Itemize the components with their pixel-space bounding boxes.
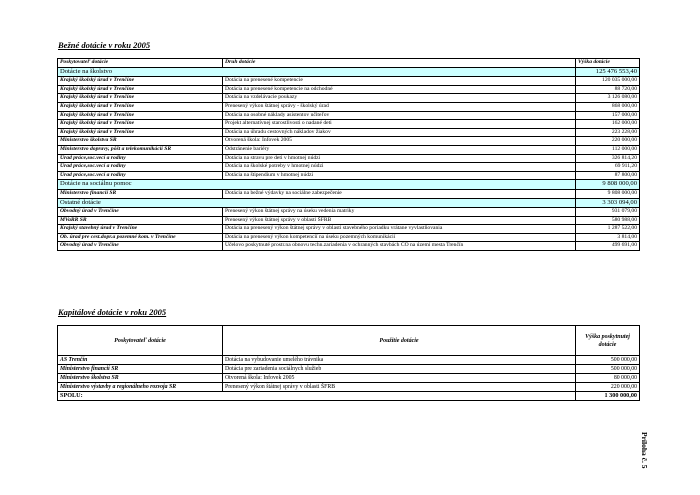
amount-cell: 162 000,00 [576,120,640,129]
header-type: Druh dotácie [223,59,576,68]
amount-cell: 580 988,00 [576,216,640,225]
type-cell: Účelovo poskytnuté prostr.na obnovu techn.zariadenia v ochranných stavbách CO na území mesta Trenčín [223,242,576,251]
category-label: Ostatné dotácie [58,198,576,208]
amount-cell: 500 000,00 [576,365,640,374]
table-row [58,145,640,154]
type-cell: Otvorená škola: Infovek 2005 [223,374,576,383]
current-subsidies-table [57,58,640,251]
table-row [58,128,640,137]
table-row [58,102,640,111]
provider-cell: Krajský školský úrad v Trenčíne [58,85,223,94]
type-cell: Dotácia na vybudovanie umelého trávnika [223,356,576,365]
table-row [58,111,640,120]
table-row [58,216,640,225]
capital-subsidies-table [57,325,640,401]
provider-cell: Krajský školský úrad v Trenčíne [58,94,223,103]
type-cell: Dotácia na štipendium v hmotnej núdzi [223,171,576,180]
type-cell: Dotácia na osobné náklady asistentov učiteľov [223,111,576,120]
amount-cell: 9 808 000,00 [576,189,640,198]
provider-cell: Krajský školský úrad v Trenčíne [58,111,223,120]
table-row [58,233,640,242]
header-amount: Výška dotácie [576,59,640,68]
amount-cell: 88 720,00 [576,85,640,94]
type-cell: Prenesený výkon štátnej správy v oblasti ŠFRB [223,216,576,225]
header-provider: Poskytovateľ dotácie [58,59,223,68]
table-row [58,94,640,103]
table-row [58,225,640,234]
provider-cell: Úrad práce,soc.vecí a rodiny [58,154,223,163]
amount-cell: 326 814,20 [576,154,640,163]
provider-cell: Krajský stavebný úrad v Trenčíne [58,225,223,234]
table-row [58,77,640,86]
category-row [58,180,640,190]
amount-cell: 868 000,00 [576,102,640,111]
table-row [58,163,640,172]
provider-cell: Krajský školský úrad v Trenčíne [58,120,223,129]
provider-cell: Úrad práce,soc.vecí a rodiny [58,171,223,180]
table-row [58,374,640,383]
table-row [58,356,640,365]
table-header-row [58,59,640,68]
table-row [58,383,640,392]
type-cell: Dotácia pre zariadenia sociálnych služieb [223,365,576,374]
type-cell: Prenesený výkon štátnej správy na úseku vedenia matriky [223,208,576,217]
table-row [58,242,640,251]
category-total: 125 476 553,40 [576,67,640,77]
total-row [58,392,640,401]
type-cell: Prenesený výkon štátnej správy - školský úrad [223,102,576,111]
table-header-row [58,326,640,356]
type-cell: Dotácia na stravu pre deti v hmotnej núdzi [223,154,576,163]
table-row [58,85,640,94]
table-row [58,365,640,374]
section2-title: Kapitálové dotácie v roku 2005 [58,307,167,317]
table-row [58,189,640,198]
provider-cell: MVaRR SR [58,216,223,225]
category-label: Dotácie na sociálnu pomoc [58,180,576,190]
category-total: 3 303 094,00 [576,198,640,208]
amount-cell: 69 911,20 [576,163,640,172]
category-total: 9 808 000,00 [576,180,640,190]
type-cell: Odstránenie bariéry [223,145,576,154]
table-row [58,154,640,163]
amount-cell: 112 000,00 [576,145,640,154]
provider-cell: Ministerstvo výstavby a regionálneho rozvoja SR [58,383,223,392]
amount-cell: 223 228,00 [576,128,640,137]
type-cell: Otvorená škola: Infovek 2005 [223,137,576,146]
type-cell: Prenesený výkon štátnej správy v oblasti ŠFRB [223,383,576,392]
amount-cell: 87 800,00 [576,171,640,180]
table-row [58,208,640,217]
amount-cell: 3 814,00 [576,233,640,242]
provider-cell: Ob. úrad pre cest.dopr.a pozemné kom. v Trenčíne [58,233,223,242]
provider-cell: Krajský školský úrad v Trenčíne [58,128,223,137]
amount-cell: 120 035 000,00 [576,77,640,86]
category-row [58,198,640,208]
type-cell: Dotácia na prenesené kompetencie na odchodné [223,85,576,94]
table-row [58,171,640,180]
provider-cell: Obvodný úrad v Trenčíne [58,242,223,251]
amount-cell: 1 287 522,00 [576,225,640,234]
type-cell: Dotácia na prenesené kompetencie [223,77,576,86]
table-row [58,120,640,129]
amount-cell: 931 079,00 [576,208,640,217]
provider-cell: Krajský školský úrad v Trenčíne [58,77,223,86]
provider-cell: Obvodný úrad v Trenčíne [58,208,223,217]
type-cell: Projekt alternatívnej starostlivosti o nadané deti [223,120,576,129]
amount-cell: 80 000,00 [576,374,640,383]
amount-cell: 3 126 080,00 [576,94,640,103]
section1-title: Bežné dotácie v roku 2005 [58,40,151,50]
provider-cell: Krajský školský úrad v Trenčíne [58,102,223,111]
type-cell: Dotácia na prenesený výkon kompetencií na úseku pozemných komunikácií [223,233,576,242]
category-label: Dotácie na školstvo [58,67,576,77]
amount-cell: 220 000,00 [576,137,640,146]
provider-cell: Ministerstvo dopravy, pôšt a telekomunikácií SR [58,145,223,154]
amount-cell: 499 691,00 [576,242,640,251]
header-provider: Poskytovateľ dotácie [58,326,223,356]
amount-cell: 500 000,00 [576,356,640,365]
provider-cell: Ministerstvo financií SR [58,189,223,198]
total-label: SPOLU: [58,392,576,401]
amount-cell: 157 000,00 [576,111,640,120]
header-amount: Výška poskytnutej dotácie [576,326,640,356]
total-value: 1 300 000,00 [576,392,640,401]
amount-cell: 220 000,00 [576,383,640,392]
type-cell: Dotácia na vzdelávacie poukazy [223,94,576,103]
provider-cell: AS Trenčín [58,356,223,365]
type-cell: Dotácia na úhradu cestovných nákladov žiakov [223,128,576,137]
type-cell: Dotácia na prenesený výkon štátnej správy v oblasti stavebného poriadku vrátane vyvlastňovania [223,225,576,234]
table-row [58,137,640,146]
category-row [58,67,640,77]
provider-cell: Ministerstvo školstva SR [58,137,223,146]
provider-cell: Ministerstvo školstva SR [58,374,223,383]
type-cell: Dotácia na bežné výdavky na sociálne zabezpečenie [223,189,576,198]
provider-cell: Úrad práce,soc.vecí a rodiny [58,163,223,172]
type-cell: Dotácia na školské potreby v hmotnej núdzi [223,163,576,172]
provider-cell: Ministerstvo financií SR [58,365,223,374]
header-usage: Použitie dotácie [223,326,576,356]
appendix-label: Príloha č. 5 [640,432,649,469]
